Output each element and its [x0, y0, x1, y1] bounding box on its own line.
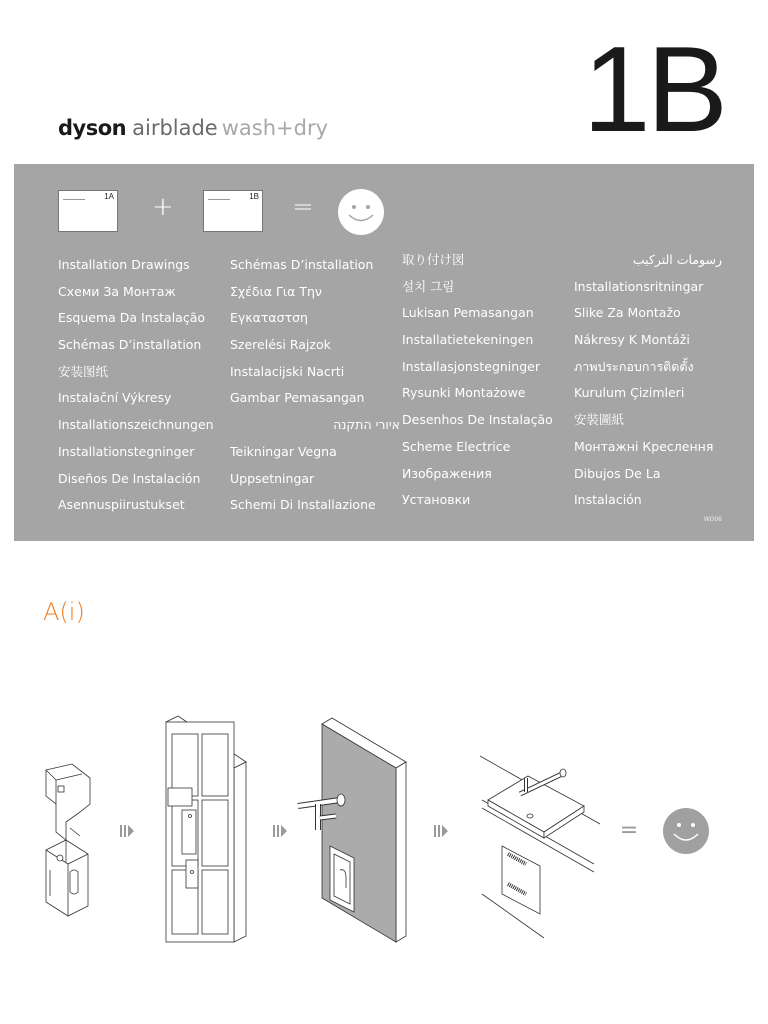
language-item: Εγκαταστση — [230, 310, 308, 326]
language-item: Σχέδια Για Την — [230, 283, 322, 299]
page-number: 1B — [582, 21, 724, 157]
language-item: Instalacijski Nacrti — [230, 363, 345, 379]
brand-product: airblade — [132, 116, 218, 140]
language-item: Installationsritningar — [574, 278, 704, 294]
language-item: Asennuspiirustukset — [58, 497, 185, 513]
language-item: Instalační Výkresy — [58, 390, 172, 406]
equals-sign-steps: = — [619, 818, 639, 843]
sheet-1b-icon — [203, 190, 263, 232]
language-item: Nákresy K Montáži — [574, 332, 690, 348]
language-item: Dibujos De La — [574, 465, 661, 481]
triple-arrow-icon — [434, 825, 448, 837]
mounting-bracket-icon — [46, 764, 90, 916]
language-item: Schemi Di Installazione — [230, 497, 376, 513]
smiley-icon — [337, 188, 385, 236]
section-label: A(i) — [43, 598, 85, 626]
sheet-1a-label: 1A — [104, 192, 114, 201]
language-item: Instalación — [574, 492, 642, 508]
language-item: Gambar Pemasangan — [230, 390, 365, 406]
sink-install-icon — [480, 756, 600, 938]
language-column-4 — [574, 247, 722, 514]
language-item: Szerelési Rajzok — [230, 337, 331, 353]
document-code: WD06 — [703, 516, 722, 523]
language-item: Installatietekeningen — [402, 332, 534, 348]
language-item: Kurulum Çizimleri — [574, 385, 685, 401]
smiley-icon — [663, 808, 709, 854]
language-item: Slike Za Montažo — [574, 305, 681, 321]
language-column-2 — [230, 252, 400, 519]
language-item: Uppsetningar — [230, 470, 315, 486]
language-item: Installasjonstegninger — [402, 358, 540, 374]
language-item: Схеми За Монтаж — [58, 283, 176, 299]
language-item: Teikningar Vegna — [230, 443, 337, 459]
language-item: Rysunki Montażowe — [402, 385, 526, 401]
equals-sign: = — [292, 192, 314, 222]
brand-logo — [58, 118, 328, 139]
brand-variant: wash+dry — [221, 116, 329, 140]
language-item: 安裝圖紙 — [574, 412, 625, 428]
language-item: Scheme Electrice — [402, 438, 511, 454]
triple-arrow-icon — [120, 825, 134, 837]
language-item: Schémas D’installation — [58, 337, 202, 353]
plus-sign: + — [152, 192, 174, 222]
language-item: Installationstegninger — [58, 443, 195, 459]
installation-steps — [0, 700, 768, 960]
languages-banner — [14, 164, 754, 541]
sheet-1a-icon — [58, 190, 118, 232]
language-item: رسومات التركيب — [632, 252, 722, 267]
language-item: Schémas D’installation — [230, 257, 374, 272]
language-item: איורי התקנה — [333, 417, 400, 433]
language-item: Installationszeichnungen — [58, 417, 214, 433]
sheet-1b-label: 1B — [249, 192, 259, 201]
wall-frame-icon — [166, 716, 246, 942]
language-item: Desenhos De Instalação — [402, 412, 553, 428]
language-item: 설치 그림 — [402, 278, 455, 294]
language-column-1 — [58, 252, 228, 519]
language-item: ภาพประกอบการติดตั้ง — [574, 358, 694, 374]
language-item: Установки — [402, 492, 471, 508]
language-item: Esquema Da Instalação — [58, 310, 206, 326]
language-item: Изображения — [402, 465, 492, 481]
wall-panel-tap-icon — [298, 718, 406, 942]
language-item: 取り付け図 — [402, 252, 465, 267]
language-item: Installation Drawings — [58, 257, 190, 272]
brand-name: dyson — [58, 116, 127, 140]
language-column-3 — [402, 247, 572, 514]
triple-arrow-icon — [273, 825, 287, 837]
language-item: Diseños De Instalación — [58, 470, 201, 486]
language-item: 安装图纸 — [58, 363, 109, 379]
language-item: Lukisan Pemasangan — [402, 305, 534, 321]
language-item: Монтажні Креслення — [574, 438, 714, 454]
